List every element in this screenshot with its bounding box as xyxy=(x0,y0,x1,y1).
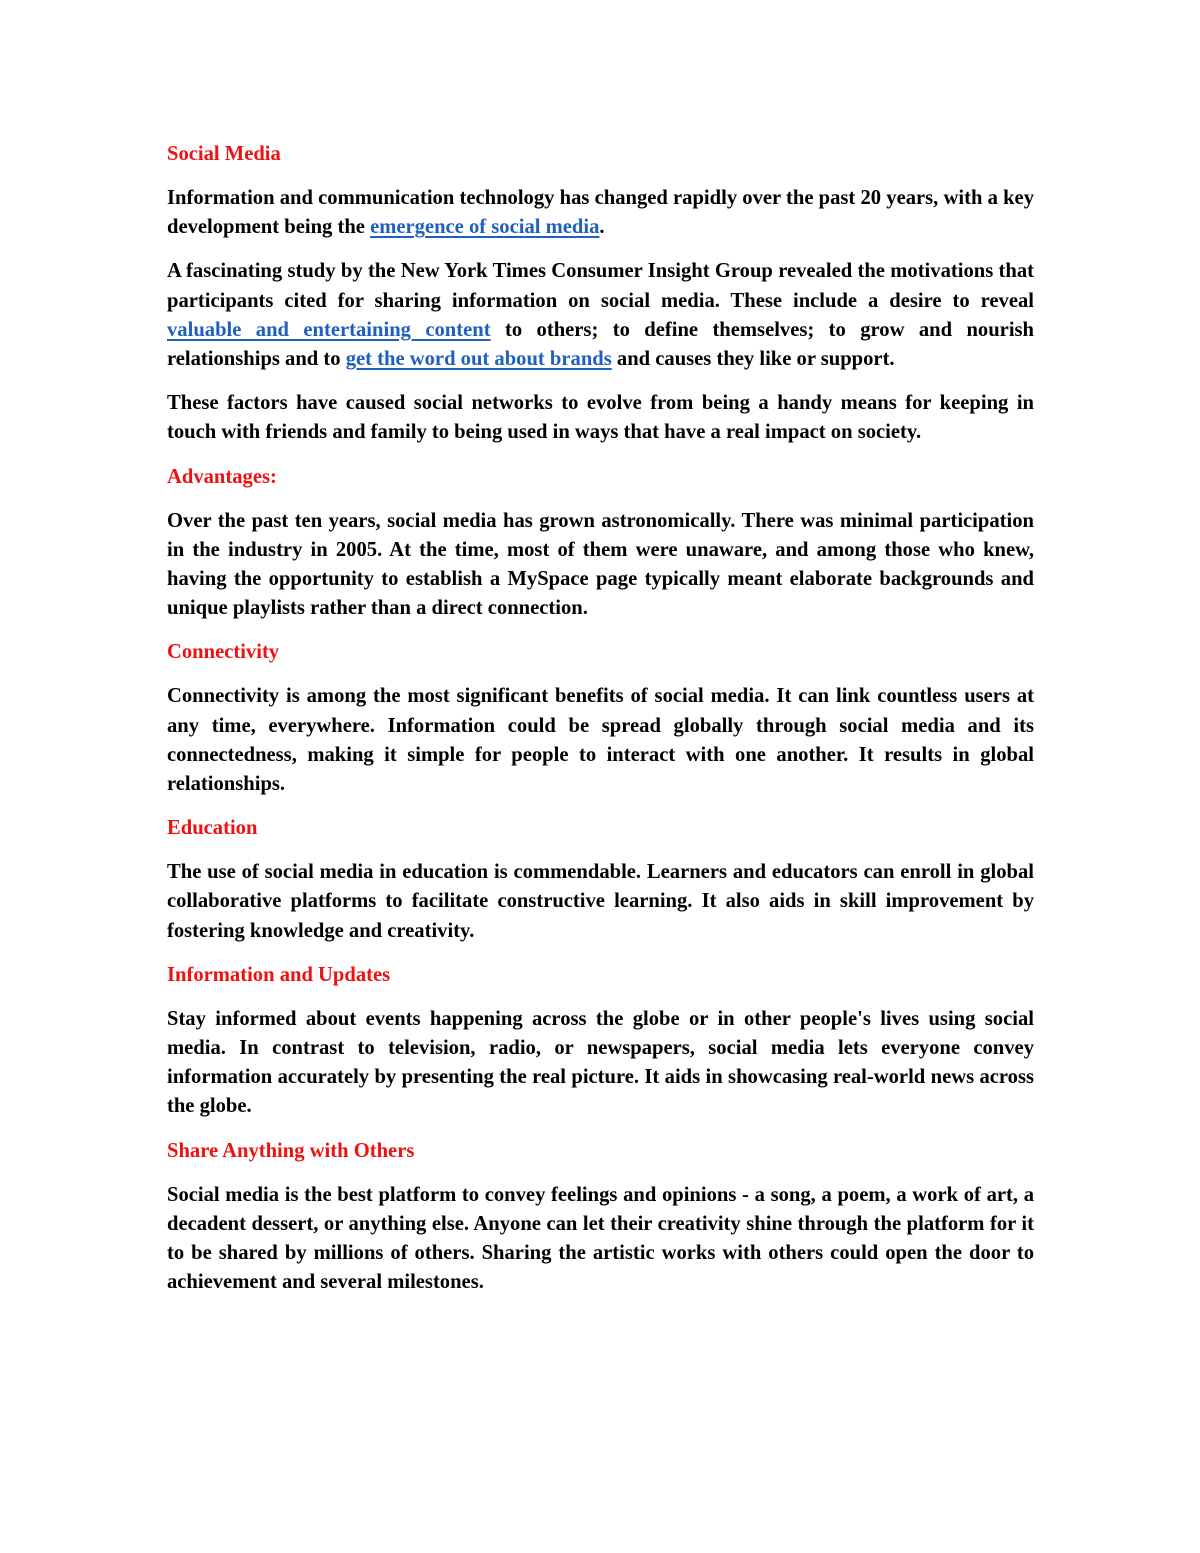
section-heading-share-anything: Share Anything with Others xyxy=(167,1139,415,1162)
word-out-about-brands-link[interactable]: get the word out about brands xyxy=(345,348,612,371)
intro-paragraph-1 xyxy=(167,184,1034,242)
intro-text-2a: A fascinating study by the New York Times Consumer Insight Group revealed the motivations that participants cited for sharing information on social media. These include a desire to reveal xyxy=(167,260,1034,312)
intro-paragraph-2 xyxy=(167,257,1034,374)
section-body-share-anything: Social media is the best platform to convey feelings and opinions - a song, a poem, a work of art, a decadent dessert, or anything else. Anyone can let their creativity shine through the platform for it to be shared by millions of others. Sharing the artistic works with others could open the door to achievement and several milestones. xyxy=(167,1183,1034,1294)
section-body-education: The use of social media in education is commendable. Learners and educators can enroll in global collaborative platforms to facilitate constructive learning. It also aids in skill improvement by fostering knowledge and creativity. xyxy=(167,861,1034,942)
section-body-information-updates: Stay informed about events happening across the globe or in other people's lives using social media. In contrast to television, radio, or newspapers, social media lets everyone convey information accurately by presenting the real picture. It aids in showcasing real-world news across the globe. xyxy=(167,1007,1034,1118)
intro-text-1: Information and communication technology has changed rapidly over the past 20 years, with a key development being the xyxy=(167,187,1034,239)
emergence-of-social-media-link[interactable]: emergence of social media xyxy=(370,216,600,239)
section-heading-connectivity: Connectivity xyxy=(167,641,280,664)
document-title: Social Media xyxy=(167,143,281,165)
document-page xyxy=(167,140,1034,1312)
section-heading-advantages: Advantages: xyxy=(167,465,277,488)
section-heading-information-updates: Information and Updates xyxy=(167,963,391,986)
section-heading-education: Education xyxy=(167,817,258,840)
intro-text-2c: and causes they like or support. xyxy=(611,348,895,371)
intro-text-2b: to others; to define themselves; to grow and nourish relationships and to xyxy=(167,318,1035,371)
section-body-connectivity: Connectivity is among the most significant benefits of social media. It can link countless users at any time, everywhere. Information could be spread globally through social media and its connectedness, making it simple for people to interact with one another. It results in global relationships. xyxy=(167,685,1034,796)
valuable-content-link[interactable]: valuable and entertaining content xyxy=(167,318,491,341)
section-body-advantages: Over the past ten years, social media has grown astronomically. There was minimal participation in the industry in 2005. At the time, most of them were unaware, and among those who knew, having the opportunity to establish a MySpace page typically meant elaborate backgrounds and unique playlists rather than a direct connection. xyxy=(167,509,1034,620)
intro-paragraph-3: These factors have caused social networks to evolve from being a handy means for keeping in touch with friends and family to being used in ways that have a real impact on society. xyxy=(167,392,1034,444)
intro-text-1-end: . xyxy=(599,216,605,239)
